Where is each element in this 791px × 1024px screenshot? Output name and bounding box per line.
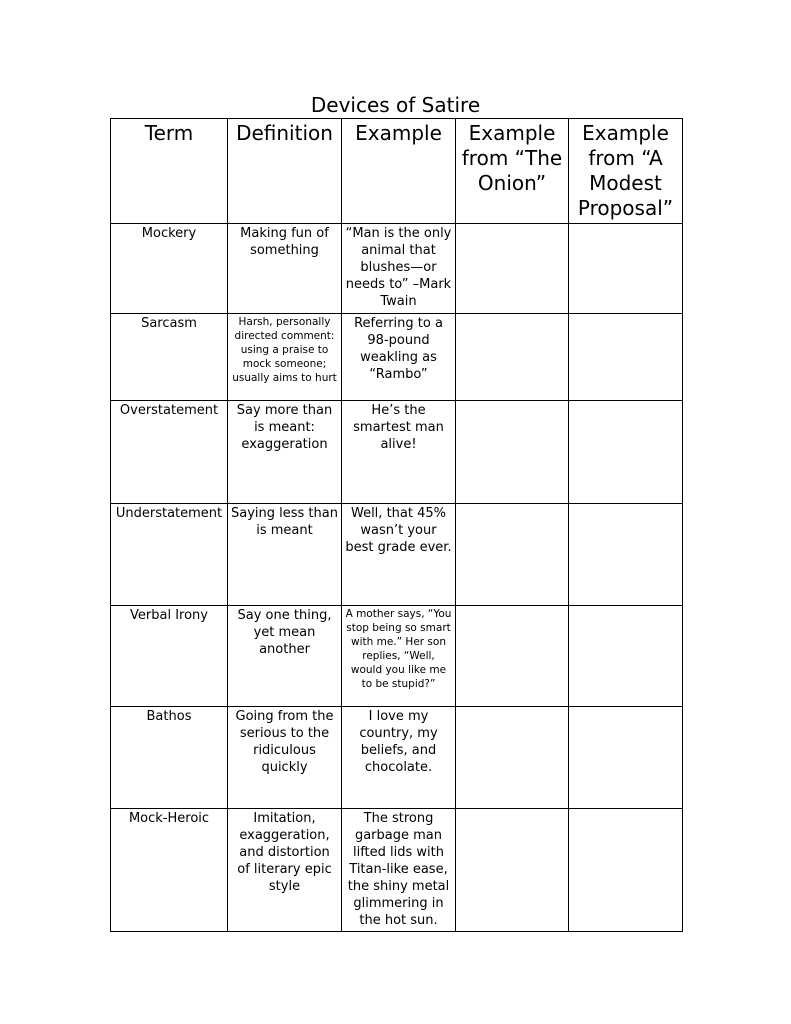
satire-devices-table xyxy=(110,118,683,932)
onion-cell[interactable] xyxy=(456,707,569,809)
term-cell: Understatement xyxy=(111,504,228,606)
proposal-cell[interactable] xyxy=(569,504,683,606)
table-row xyxy=(111,809,683,932)
proposal-cell[interactable] xyxy=(569,314,683,401)
proposal-cell[interactable] xyxy=(569,401,683,504)
proposal-cell[interactable] xyxy=(569,707,683,809)
term-cell: Verbal Irony xyxy=(111,606,228,707)
table-row xyxy=(111,707,683,809)
table-row xyxy=(111,224,683,314)
example-cell: A mother says, “You stop being so smart with me.” Her son replies, “Well, would you like me to be stupid?” xyxy=(342,606,456,707)
term-cell: Overstatement xyxy=(111,401,228,504)
term-cell: Sarcasm xyxy=(111,314,228,401)
example-cell: I love my country, my beliefs, and chocolate. xyxy=(342,707,456,809)
definition-cell: Going from the serious to the ridiculous quickly xyxy=(228,707,342,809)
onion-cell[interactable] xyxy=(456,224,569,314)
term-cell: Bathos xyxy=(111,707,228,809)
page-title: Devices of Satire xyxy=(310,93,481,117)
example-cell: Referring to a 98-pound weakling as “Rambo” xyxy=(342,314,456,401)
onion-cell[interactable] xyxy=(456,809,569,932)
header-proposal-example: Example from “A Modest Proposal” xyxy=(569,119,683,224)
example-cell: The strong garbage man lifted lids with Titan-like ease, the shiny metal glimmering in the hot sun. xyxy=(342,809,456,932)
example-cell: “Man is the only animal that blushes—or needs to” –Mark Twain xyxy=(342,224,456,314)
onion-cell[interactable] xyxy=(456,314,569,401)
header-example: Example xyxy=(342,119,456,224)
table-row xyxy=(111,401,683,504)
term-cell: Mock-Heroic xyxy=(111,809,228,932)
onion-cell[interactable] xyxy=(456,606,569,707)
example-cell: He’s the smartest man alive! xyxy=(342,401,456,504)
table-row xyxy=(111,314,683,401)
header-definition: Definition xyxy=(228,119,342,224)
term-cell: Mockery xyxy=(111,224,228,314)
header-row xyxy=(111,119,683,224)
definition-cell: Saying less than is meant xyxy=(228,504,342,606)
header-onion-example: Example from “The Onion” xyxy=(456,119,569,224)
proposal-cell[interactable] xyxy=(569,809,683,932)
header-term: Term xyxy=(111,119,228,224)
table-row xyxy=(111,606,683,707)
proposal-cell[interactable] xyxy=(569,224,683,314)
proposal-cell[interactable] xyxy=(569,606,683,707)
definition-cell: Making fun of something xyxy=(228,224,342,314)
definition-cell: Say one thing, yet mean another xyxy=(228,606,342,707)
onion-cell[interactable] xyxy=(456,504,569,606)
definition-cell: Harsh, personally directed comment: using a praise to mock someone; usually aims to hurt xyxy=(228,314,342,401)
definition-cell: Imitation, exaggeration, and distortion of literary epic style xyxy=(228,809,342,932)
onion-cell[interactable] xyxy=(456,401,569,504)
definition-cell: Say more than is meant: exaggeration xyxy=(228,401,342,504)
example-cell: Well, that 45% wasn’t your best grade ever. xyxy=(342,504,456,606)
table-row xyxy=(111,504,683,606)
